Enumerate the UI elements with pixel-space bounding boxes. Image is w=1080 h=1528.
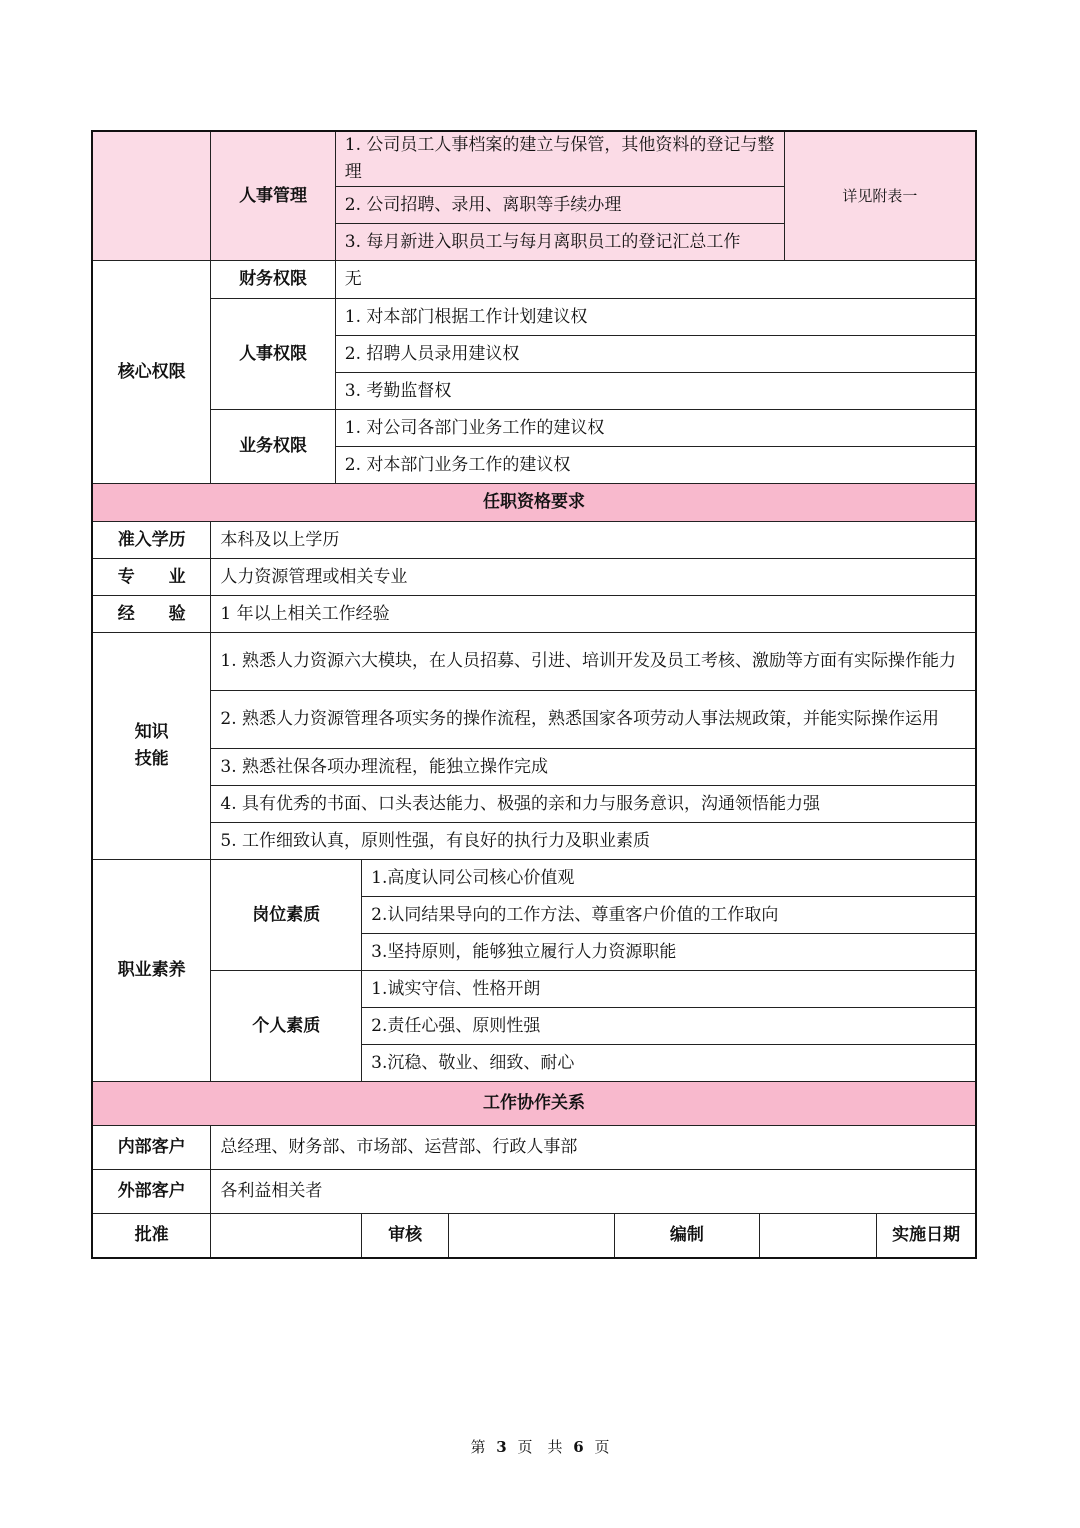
current-page-number: 3 — [496, 1438, 507, 1456]
page-footer — [0, 1436, 1080, 1457]
prepare-field[interactable] — [759, 1214, 877, 1258]
skills-label — [92, 633, 211, 860]
major-row — [92, 559, 976, 596]
finance-authority-label: 财务权限 — [211, 261, 335, 299]
education-row — [92, 522, 976, 559]
post-quality-item: 1.高度认同公司核心价值观 — [362, 860, 976, 897]
internal-client-row — [92, 1126, 976, 1170]
qualifications-section-title: 任职资格要求 — [92, 484, 976, 522]
professional-quality-label: 职业素养 — [92, 860, 211, 1082]
personnel-authority-item: 3. 考勤监督权 — [335, 373, 976, 410]
personal-quality-item: 2.责任心强、原则性强 — [362, 1008, 976, 1045]
core-authority-label: 核心权限 — [92, 261, 211, 484]
total-page-number: 6 — [573, 1438, 584, 1456]
experience-label: 经 验 — [92, 596, 211, 633]
collaboration-section-row — [92, 1082, 976, 1126]
finance-authority-value: 无 — [335, 261, 976, 299]
personal-quality-label: 个人素质 — [211, 971, 362, 1082]
post-quality-label: 岗位素质 — [211, 860, 362, 971]
skills-row — [92, 786, 976, 823]
job-description-table — [91, 130, 977, 1259]
hr-management-label: 人事管理 — [211, 131, 335, 261]
footer-suffix: 页 — [594, 1438, 610, 1456]
internal-client-value: 总经理、财务部、市场部、运营部、行政人事部 — [211, 1126, 976, 1170]
skills-label-line: 技能 — [134, 749, 169, 769]
personal-quality-item: 3.沉稳、敬业、细致、耐心 — [362, 1045, 976, 1082]
skills-row — [92, 691, 976, 749]
hr-management-note: 详见附表一 — [784, 131, 976, 261]
collaboration-section-title: 工作协作关系 — [92, 1082, 976, 1126]
external-client-label: 外部客户 — [92, 1170, 211, 1214]
skill-item: 1. 熟悉人力资源六大模块，在人员招募、引进、培训开发及员工考核、激励等方面有实际操作能力 — [211, 633, 976, 691]
core-authority-row — [92, 299, 976, 336]
external-client-value: 各利益相关者 — [211, 1170, 976, 1214]
skill-item: 3. 熟悉社保各项办理流程，能独立操作完成 — [211, 749, 976, 786]
post-quality-item: 3.坚持原则，能够独立履行人力资源职能 — [362, 934, 976, 971]
personnel-authority-item: 1. 对本部门根据工作计划建议权 — [335, 299, 976, 336]
professional-quality-row — [92, 971, 976, 1008]
skill-item: 4. 具有优秀的书面、口头表达能力、极强的亲和力与服务意识，沟通领悟能力强 — [211, 786, 976, 823]
business-authority-item: 2. 对本部门业务工作的建议权 — [335, 447, 976, 484]
signoff-row — [92, 1214, 976, 1258]
review-label: 审核 — [362, 1214, 449, 1258]
internal-client-label: 内部客户 — [92, 1126, 211, 1170]
education-value: 本科及以上学历 — [211, 522, 976, 559]
approve-label: 批准 — [92, 1214, 211, 1258]
personal-quality-item: 1.诚实守信、性格开朗 — [362, 971, 976, 1008]
skill-item: 5. 工作细致认真，原则性强，有良好的执行力及职业素质 — [211, 823, 976, 860]
personnel-authority-item: 2. 招聘人员录用建议权 — [335, 336, 976, 373]
skill-item: 2. 熟悉人力资源管理各项实务的操作流程，熟悉国家各项劳动人事法规政策，并能实际操作运用 — [211, 691, 976, 749]
hr-management-item: 2. 公司招聘、录用、离职等手续办理 — [335, 187, 784, 224]
job-description-table-page — [91, 130, 977, 1259]
external-client-row — [92, 1170, 976, 1214]
hr-management-outer-cell — [92, 131, 211, 261]
experience-value: 1 年以上相关工作经验 — [211, 596, 976, 633]
skills-row — [92, 823, 976, 860]
post-quality-item: 2.认同结果导向的工作方法、尊重客户价值的工作取向 — [362, 897, 976, 934]
hr-management-row — [92, 131, 976, 187]
footer-middle: 页 共 — [517, 1438, 563, 1456]
skills-row — [92, 749, 976, 786]
skills-row — [92, 633, 976, 691]
personnel-authority-label: 人事权限 — [211, 299, 335, 410]
prepare-label: 编制 — [615, 1214, 759, 1258]
major-label: 专 业 — [92, 559, 211, 596]
core-authority-row — [92, 410, 976, 447]
footer-prefix: 第 — [470, 1438, 486, 1456]
skills-label-line: 知识 — [134, 722, 169, 742]
qualifications-section-row — [92, 484, 976, 522]
approve-field[interactable] — [211, 1214, 362, 1258]
hr-management-item: 3. 每月新进入职员工与每月离职员工的登记汇总工作 — [335, 224, 784, 261]
education-label: 准入学历 — [92, 522, 211, 559]
business-authority-item: 1. 对公司各部门业务工作的建议权 — [335, 410, 976, 447]
major-value: 人力资源管理或相关专业 — [211, 559, 976, 596]
effective-date-label: 实施日期 — [877, 1214, 976, 1258]
professional-quality-row — [92, 860, 976, 897]
core-authority-row — [92, 261, 976, 299]
review-field[interactable] — [449, 1214, 615, 1258]
experience-row — [92, 596, 976, 633]
hr-management-item: 1. 公司员工人事档案的建立与保管，其他资料的登记与整理 — [335, 131, 784, 187]
business-authority-label: 业务权限 — [211, 410, 335, 484]
